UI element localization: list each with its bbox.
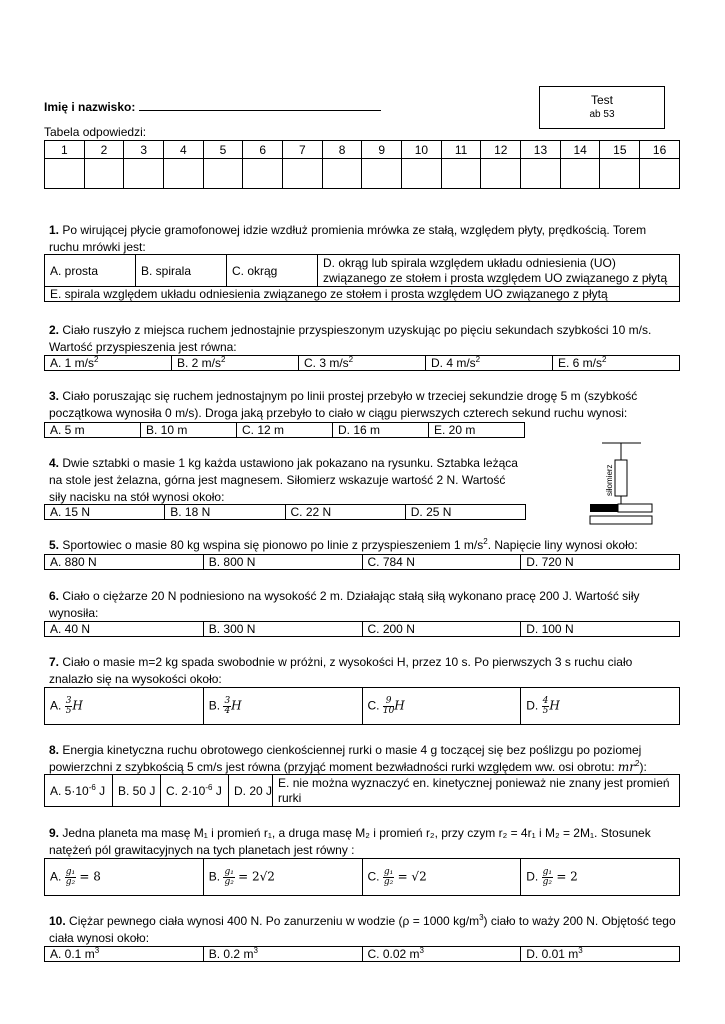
exponent: -6 [205,782,213,792]
question-number: 2. [49,323,60,337]
question-number: 10. [49,914,66,928]
answer-input-cell[interactable] [203,159,243,189]
option-c[interactable]: C. 12 m [237,423,333,438]
option-d[interactable]: D. 16 m [333,423,429,438]
iron-bar [590,516,652,524]
fraction [383,697,394,716]
answer-number-cell: 6 [243,141,283,159]
option-b[interactable] [203,859,362,896]
variable: H [231,698,242,713]
option-d[interactable]: D. 20 J [229,775,273,807]
option-c[interactable] [362,859,521,896]
question-text: Ciało poruszając się ruchem jednostajnym po linii prostej przebyło w trzeciej sekundzie drogę 5 m (szybkość początkowa wynosiła 0 m/s). Droga jaką przebyło to ciało w ciągu pierwszych czterech sekund ruchu wynosi: [49,389,638,420]
numerator: 4 [542,695,549,706]
option-b[interactable] [172,356,299,371]
option-text: D. 0.01 m [526,947,579,961]
option-b[interactable]: B. 18 N [165,505,285,520]
name-field[interactable] [44,99,381,114]
question-number: 7. [49,655,60,669]
option-label: B. [208,698,221,713]
option-label: D. [526,698,539,713]
answer-table-header-row [45,141,680,159]
name-line[interactable] [139,99,381,111]
option-label: C. [367,698,380,713]
option-d[interactable]: D. 25 N [405,505,525,520]
option-label: B. [208,869,221,884]
options-q5 [44,554,680,570]
exponent: 2 [635,759,640,768]
question-4 [49,455,524,506]
numerator: g₁ [224,866,234,877]
option-d[interactable] [521,947,680,962]
exponent: 2 [348,355,354,364]
question-number: 8. [49,743,60,757]
question-text: Ciało o ciężarze 20 N podniesiono na wysokość 2 m. Działając stałą siłą wykonano pracę 200 J. Wartość siły wynosiła: [49,589,640,620]
answer-input-cell[interactable] [402,159,442,189]
exponent: 3 [419,946,424,955]
option-c[interactable]: C. 784 N [362,555,521,570]
fraction [383,868,394,887]
question-number: 6. [49,589,60,603]
question-3 [49,388,679,422]
exponent: 2 [94,355,99,364]
answer-table-title: Tabela odpowiedzi: [44,125,147,139]
option-d[interactable]: D. okrąg lub spirala względem układu odniesienia (UO) związanego ze stołem i prosta względem UO związanego z płytą [318,255,680,287]
option-c[interactable] [161,775,229,807]
option-b[interactable]: B. 300 N [203,622,362,637]
fraction [542,868,553,887]
question-10 [49,913,679,947]
options-q9 [44,858,680,896]
denominator: g₂ [542,876,552,887]
option-d[interactable]: D. 720 N [521,555,680,570]
option-text: B. 2 m/s [177,356,222,370]
answer-input-cell[interactable] [84,159,124,189]
answer-input-cell[interactable] [45,159,85,189]
option-c[interactable] [362,947,521,962]
answer-number-cell: 5 [203,141,243,159]
answer-number-cell: 3 [124,141,164,159]
question-9 [49,825,679,859]
answer-input-cell[interactable] [640,159,680,189]
option-a[interactable] [45,947,204,962]
answer-input-cell[interactable] [441,159,481,189]
name-label: Imię i nazwisko: [44,100,136,114]
answer-input-cell[interactable] [481,159,521,189]
exponent: 3 [479,913,484,922]
option-c[interactable]: C. 22 N [285,505,405,520]
answer-number-cell: 8 [322,141,362,159]
denominator: g₂ [65,876,76,887]
answer-number-cell: 4 [164,141,204,159]
unit: J [95,783,106,798]
option-a[interactable] [45,688,204,725]
option-label: A. [50,698,62,713]
answer-table-answer-row [45,159,680,189]
option-a[interactable]: A. prosta [45,255,136,287]
question-text: Ciało o masie m=2 kg spada swobodnie w próżni, z wysokości H, przez 10 s. Po pierwszych 3 s ruchu ciało znalazło się na wysokości około: [49,655,633,686]
option-d[interactable] [521,688,680,725]
options-q6 [44,621,680,637]
option-c[interactable] [299,356,426,371]
spring-scale [615,460,627,496]
question-text-end: ): [639,760,647,774]
option-b[interactable] [203,688,362,725]
formula: mr [617,760,635,774]
option-b[interactable]: B. spirala [136,255,227,287]
variable: H [394,698,405,713]
answer-number-cell: 7 [283,141,323,159]
option-a[interactable]: A. 5 m [45,423,141,438]
question-text: Ciało ruszyło z miejsca ruchem jednostajnie przyspieszonym uzyskując po pięciu sekundach szybkości 10 m/s. Wartość przyspieszenia jest równa: [49,323,652,354]
exponent: 2 [475,355,481,364]
question-2 [49,322,679,356]
options-q2 [44,355,680,371]
exponent: 2 [483,537,488,546]
denominator: 4 [224,705,231,716]
question-text: Ciężar pewnego ciała wynosi 400 N. Po zanurzeniu w wodzie (ρ = 1000 kg/m [69,914,480,928]
unit: J [212,783,222,798]
value: = √2 [397,869,427,884]
denominator: 5 [65,705,72,716]
exponent: 3 [578,946,583,955]
question-6 [49,588,679,622]
option-d[interactable]: D. 100 N [521,622,680,637]
option-a[interactable] [45,775,113,807]
option-b[interactable]: B. 10 m [141,423,237,438]
answer-input-cell[interactable] [560,159,600,189]
question-number: 5. [49,538,60,552]
question-5 [49,537,679,554]
answer-input-cell[interactable] [243,159,283,189]
option-text: A. 1 m/s [50,356,95,370]
figure-label: siłomierz [605,464,614,496]
options-q4 [44,504,526,520]
option-c[interactable]: C. okrąg [227,255,318,287]
options-q7 [44,687,680,725]
value: = 8 [79,869,101,884]
test-box [539,86,665,129]
denominator: g₂ [383,876,394,887]
option-b[interactable]: B. 800 N [203,555,362,570]
option-label: A. [50,869,62,884]
question-text: Energia kinetyczna ruchu obrotowego cienkościennej rurki o masie 4 g toczącej się bez poślizgu po poziomej powierzchni z szybkością 5 cm/s jest równa (przyjąć moment bezwładności rurki względem ww. osi obrotu: [49,743,642,774]
question-text: Po wirującej płycie gramofonowej idzie wzdłuż promienia mrówka ze stałą, względem płyty, prędkością. Torem ruchu mrówki jest: [49,223,647,254]
answer-input-cell[interactable] [362,159,402,189]
option-a[interactable]: A. 880 N [45,555,204,570]
option-text: C. 0.02 m [367,947,420,961]
magnet-bar-light [618,504,652,512]
options-q8 [44,774,680,807]
answer-number-cell: 16 [640,141,680,159]
fraction [223,868,234,887]
exponent: -6 [88,782,96,792]
option-text: A. 5·10 [50,783,89,798]
option-text: A. 0.1 m [50,947,95,961]
option-a[interactable] [45,859,204,896]
option-d[interactable] [521,859,680,896]
option-text: B. 0.2 m [208,947,254,961]
answer-table [44,140,680,189]
variable: H [72,698,83,713]
answer-number-cell: 11 [441,141,481,159]
option-a[interactable] [45,356,172,371]
question-7 [49,654,679,688]
option-c[interactable]: C. 200 N [362,622,521,637]
numerator: 3 [65,695,72,706]
exponent: 3 [94,946,100,955]
option-a[interactable]: A. 40 N [45,622,204,637]
magnet-bar-dark [590,504,618,512]
answer-input-cell[interactable] [521,159,561,189]
option-text: C. 3 m/s [304,356,349,370]
value: = 2√2 [238,869,275,884]
question-text-end: . Napięcie liny wynosi około: [487,538,638,552]
value: = 2 [556,869,578,884]
test-code: ab 53 [589,109,615,120]
options-q3 [44,422,525,438]
question-number: 3. [49,389,60,403]
numerator: g₁ [383,866,394,877]
option-e[interactable]: E. nie można wyznaczyć en. kinetycznej ponieważ nie znany jest promień rurki [273,775,680,807]
numerator: 9 [383,697,394,707]
option-text: E. 6 m/s [558,356,603,370]
answer-number-cell: 15 [600,141,640,159]
answer-input-cell[interactable] [600,159,640,189]
numerator: g₁ [542,866,552,877]
options-q10 [44,946,680,962]
option-b[interactable]: B. 50 J [113,775,161,807]
denominator: 10 [382,705,395,716]
question-text: Dwie sztabki o masie 1 kg każda ustawiono jak pokazano na rysunku. Sztabka leżąca na stole jest żelazna, górna jest magnesem. Siłomierz wskazuje wartość 2 N. Wartość siły nacisku na stół wynosi około: [49,456,518,504]
fraction [65,868,76,887]
option-text: D. 4 m/s [431,356,476,370]
numerator: 3 [224,695,231,706]
exponent: 2 [602,355,607,364]
question-1 [49,222,679,256]
test-title: Test [590,93,613,107]
question-text: Sportowiec o masie 80 kg wspina się pionowo po linie z przyspieszeniem 1 m/s [62,538,484,552]
spring-scale-figure [585,438,660,530]
answer-number-cell: 14 [560,141,600,159]
denominator: 5 [542,705,549,716]
variable: H [549,698,560,713]
answer-number-cell: 13 [521,141,561,159]
exponent: 3 [253,946,258,955]
exponent: 2 [221,355,226,364]
answer-number-cell: 1 [45,141,85,159]
answer-input-cell[interactable] [124,159,164,189]
option-e[interactable]: E. 20 m [429,423,525,438]
option-b[interactable] [203,947,362,962]
options-q1 [44,254,680,302]
question-text: Jedna planeta ma masę M₁ i promień r₁, a druga masę M₂ i promień r₂, przy czym r₂ = 4r₁ i M₂ = 2M₁. Stosunek natężeń pól grawitacyjnych na tych planetach jest równy : [49,826,651,857]
option-a[interactable]: A. 15 N [45,505,165,520]
option-label: D. [526,869,539,884]
answer-input-cell[interactable] [322,159,362,189]
question-number: 4. [49,456,60,470]
option-e[interactable] [553,356,680,371]
denominator: g₂ [224,876,234,887]
answer-input-cell[interactable] [283,159,323,189]
answer-number-cell: 9 [362,141,402,159]
option-text: C. 2·10 [166,783,206,798]
numerator: g₁ [65,866,76,877]
question-text-end: ) ciało to waży 200 N. Objętość tego ciała wynosi około: [49,914,676,945]
answer-number-cell: 10 [402,141,442,159]
question-8 [49,742,679,776]
option-e[interactable]: E. spirala względem układu odniesienia związanego ze stołem i prosta względem UO związanego z płytą [45,287,680,302]
option-label: C. [367,869,380,884]
answer-number-cell: 2 [84,141,124,159]
answer-number-cell: 12 [481,141,521,159]
answer-input-cell[interactable] [164,159,204,189]
fraction [223,697,231,716]
option-d[interactable] [426,356,553,371]
question-number: 9. [49,826,60,840]
question-number: 1. [49,223,60,237]
option-c[interactable] [362,688,521,725]
